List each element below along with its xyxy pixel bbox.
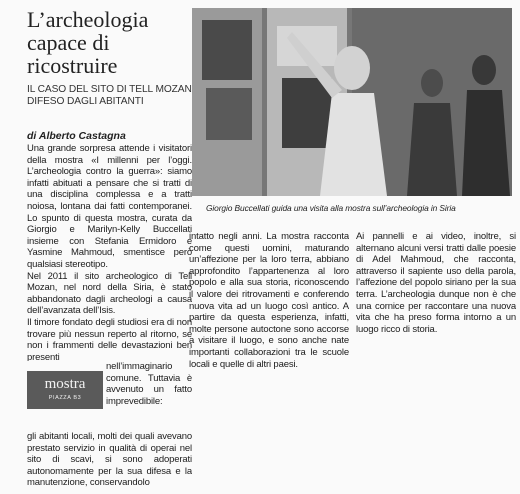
paragraph: intatto negli anni. La mostra racconta come questi uomini, maturando un’affezione per la loro terra, abbiano approfondito l’appartenenza al loro popolo e alla sua storia, riconoscendo il valore dei ritrovamenti e conferendo nuova vita ad un luogo così antico. A partire da questa esperienza, infatti, molte persone autoctone sono accorse a visitare il luogo, e sono anche nate importanti collaborazioni tra le scuole locali e quelle di altri paesi. [189,231,349,370]
paragraph: Una grande sorpresa attende i visitatori della mostra «I millenni per l’oggi. L’archeologia contro la guerra»: siamo infatti abituati a pensare che si tratti di una disciplina complessa e a tratti noiosa, lontana dai fatti contemporanei. Lo spunto di questa mostra, curata da Giorgio e Marilyn-Kelly Buccellati insieme con Stefania Ermidoro e Yasmine Mahmoud, smentisce però qualsiasi stereotipo. [27,143,192,270]
article-column-3 [356,231,516,494]
article-title: L’archeologia capace di ricostruire [27,7,149,78]
article-photo [192,8,512,196]
paragraph: Il timore fondato degli studiosi era di non trovare più nessun reperto al ritorno, se non i frammenti delle devastazioni ben presenti [27,316,192,361]
article-column-1-bottom [27,431,192,494]
paragraph: Ai pannelli e ai video, inoltre, si alternano alcuni versi tratti dalle poesie di Adel Mahmoud, che racconta, attraverso il sapiente uso della parola, l’affezione del popolo siriano per la sua terra. L’archeologia dunque non è che una cornice per raccontare una nuova vita che ha preso forma intorno a un luogo ricco di storia. [356,231,516,335]
article-column-2 [189,231,349,494]
paragraph: nell’immaginario comune. Tuttavia è avvenuto un fatto imprevedibile: [106,361,192,407]
photo-illustration [192,8,512,196]
article-column-1 [27,143,192,361]
article-subtitle: IL CASO DEL SITO DI TELL MOZAN DIFESO DAGLI ABITANTI [27,84,192,107]
badge-label: mostra [44,376,86,392]
paragraph: Nel 2011 il sito archeologico di Tell Mozan, nel nord della Siria, è stato abbandonato dagli archeologi a causa dell’avanzata dell’Isis. [27,270,192,317]
article-byline: di Alberto Castagna [27,130,126,142]
section-badge [27,371,103,409]
badge-sublabel: PIAZZA B3 [48,395,82,401]
paragraph: gli abitanti locali, molti dei quali avevano prestato servizio in qualità di operai nel sito di scavi, si sono adoperati autonomamente per la sua difesa e la manutenzione, conservandolo [27,431,192,489]
photo-caption: Giorgio Buccellati guida una visita alla mostra sull’archeologia in Siria [206,203,456,213]
article-column-1-wrap [106,361,192,431]
